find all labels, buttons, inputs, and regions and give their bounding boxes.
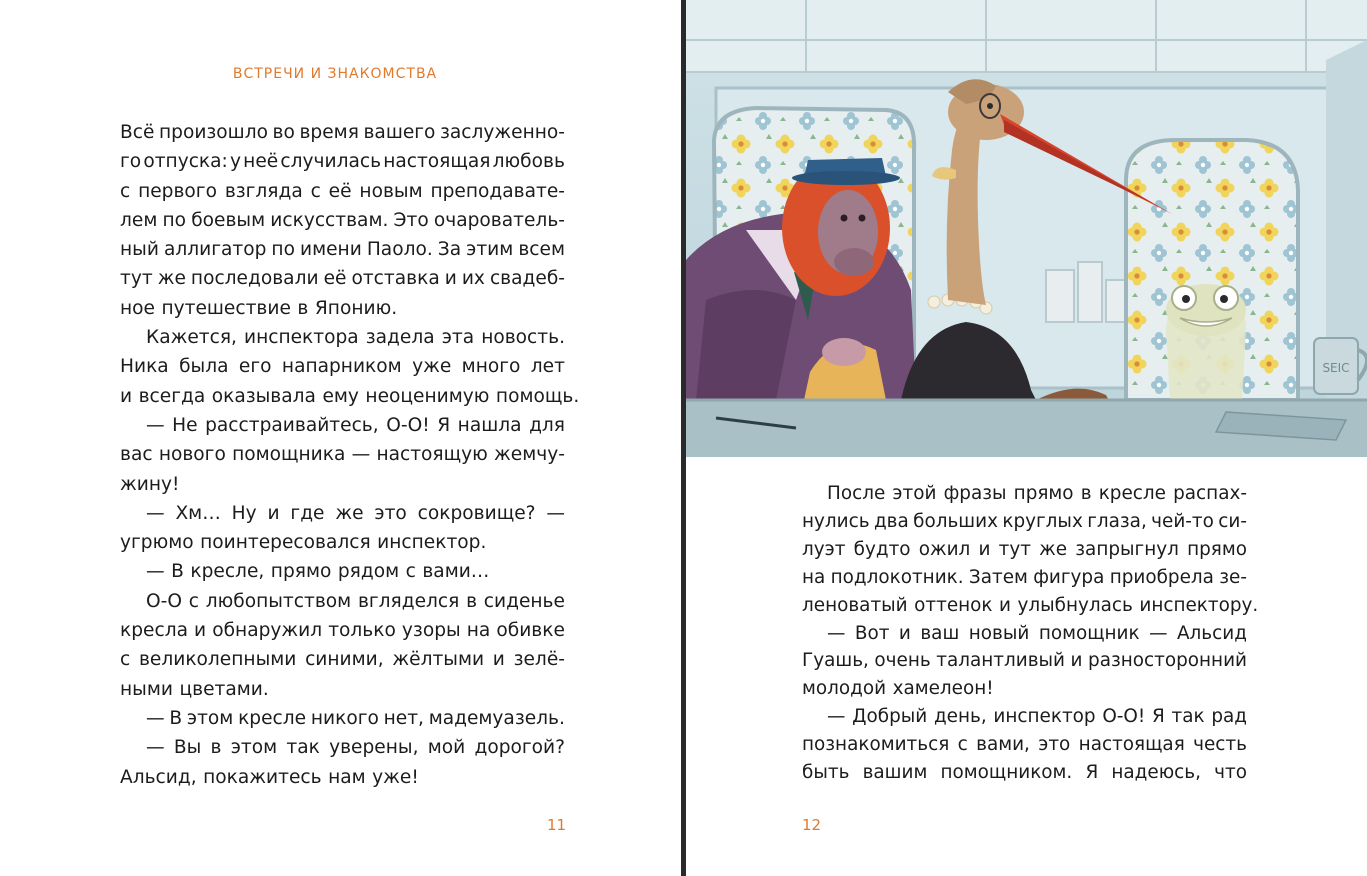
text-line: Всё произошло во время вашего заслуженно- bbox=[120, 122, 565, 143]
text-line: Кажется, инспектора задела эта новость. bbox=[146, 327, 565, 349]
text-line: тут же последовали её отставка и их свадеб- bbox=[120, 268, 565, 290]
text-line: — Вот и ваш новый помощник — Альсид bbox=[827, 622, 1247, 644]
left-page-text bbox=[120, 118, 580, 792]
text-line: луэт будто ожил и тут же запрыгнул прямо bbox=[802, 538, 1247, 560]
story-illustration bbox=[686, 0, 1367, 457]
text-line: ными цветами. bbox=[120, 678, 269, 700]
left-page bbox=[0, 0, 681, 876]
text-line: с первого взгляда с её новым преподавате- bbox=[120, 180, 565, 202]
text-line: Альсид, покажитесь нам уже! bbox=[120, 766, 419, 788]
text-line: с великолепными синими, жёлтыми и зелё- bbox=[120, 649, 565, 671]
page-number: 12 bbox=[802, 816, 822, 834]
text-line: познакомиться с вами, это настоящая честь bbox=[802, 734, 1247, 756]
mug-label: SEIC bbox=[1322, 361, 1350, 375]
text-line: быть вашим помощником. Я надеюсь, что bbox=[802, 762, 1247, 784]
text-line: леноватый оттенок и улыбнулась инспектору. bbox=[802, 594, 1259, 616]
text-line: лем по боевым искусствам. Это очарователь- bbox=[120, 209, 565, 231]
text-line: молодой хамелеон! bbox=[802, 678, 994, 700]
text-line: и всегда оказывала ему неоценимую помощь. bbox=[120, 385, 580, 407]
text-line: — Добрый день, инспектор О-О! Я так рад bbox=[827, 706, 1247, 728]
text-line: — Не расстраивайтесь, О-О! Я нашла для bbox=[146, 414, 565, 436]
text-line: нулись два больших круглых глаза, чей-то си- bbox=[802, 510, 1247, 532]
text-line: вас нового помощника — настоящую жемчу- bbox=[120, 444, 565, 466]
text-line: Гуашь, очень талантливый и разносторонний bbox=[802, 650, 1247, 672]
text-line: — В этом кресле никого нет, мадемуазель. bbox=[146, 707, 565, 729]
text-line: — В кресле, прямо рядом с вами… bbox=[146, 561, 490, 583]
text-line: После этой фразы прямо в кресле распах- bbox=[827, 483, 1247, 504]
running-head: ВСТРЕЧИ И ЗНАКОМСТВА bbox=[232, 66, 438, 82]
text-line: кресла и обнаружил только узоры на обивке bbox=[120, 620, 565, 642]
right-page-text bbox=[802, 480, 1259, 787]
text-line: на подлокотник. Затем фигура приобрела зе- bbox=[802, 566, 1247, 588]
text-line: Ника была его напарником уже много лет bbox=[120, 356, 565, 378]
text-line: — Вы в этом так уверены, мой дорогой? bbox=[146, 737, 565, 759]
text-line: ное путешествие в Японию. bbox=[120, 297, 398, 319]
text-line: го отпуска: у неё случилась настоящая любовь bbox=[120, 151, 565, 173]
text-line: — Хм… Ну и где же это сокровище? — bbox=[146, 502, 565, 524]
text-line: угрюмо поинтересовался инспектор. bbox=[120, 532, 487, 554]
text-line: О-О с любопытством вгляделся в сиденье bbox=[146, 590, 565, 612]
text-line: жину! bbox=[120, 473, 180, 495]
page-number: 11 bbox=[547, 816, 567, 834]
text-line: ный аллигатор по имени Паоло. За этим всем bbox=[120, 239, 565, 261]
